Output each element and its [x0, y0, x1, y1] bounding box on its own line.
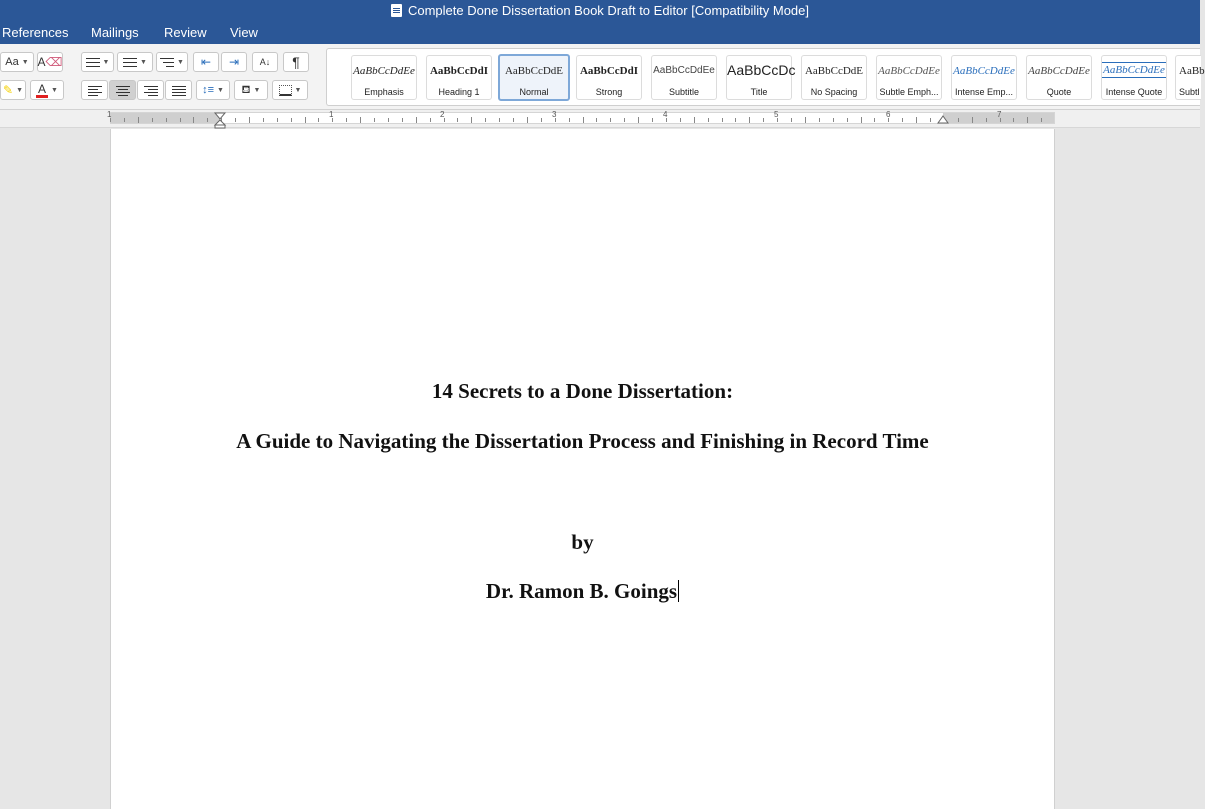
- show-formatting-button[interactable]: [283, 52, 309, 72]
- ruler-number: 4: [663, 110, 668, 119]
- align-center-icon: [116, 85, 130, 95]
- ruler-tick: [235, 118, 236, 122]
- ruler-tick: [541, 118, 542, 122]
- ruler-tick: [346, 118, 347, 122]
- tab-view[interactable]: View: [230, 25, 258, 40]
- document-author: Dr. Ramon B. Goings: [485, 579, 678, 603]
- ruler-tick: [972, 117, 973, 123]
- ruler-tick: [916, 117, 917, 123]
- ruler-tick: [680, 118, 681, 122]
- ruler-tick: [430, 118, 431, 122]
- ruler-tick: [457, 118, 458, 122]
- justify-button[interactable]: [165, 80, 192, 100]
- window-title-text: Complete Done Dissertation Book Draft to Editor [Compatibility Mode]: [407, 3, 809, 18]
- ruler-number: 3: [552, 110, 557, 119]
- style-sample: AaBbCcDdEe: [878, 65, 940, 77]
- right-indent-marker[interactable]: [937, 115, 949, 125]
- change-case-button[interactable]: Aa ▼: [0, 52, 34, 72]
- ruler-left-margin: [110, 113, 220, 123]
- ruler-tick: [833, 118, 834, 122]
- style-name: Intense Quote: [1105, 87, 1163, 97]
- tab-references[interactable]: References: [2, 25, 69, 40]
- ruler-number: 2: [440, 110, 445, 119]
- ruler-tick: [249, 117, 250, 123]
- style-emphasis[interactable]: [351, 55, 417, 100]
- ruler-number: 1: [107, 110, 112, 119]
- ruler-tick: [374, 118, 375, 122]
- ruler-tick: [708, 118, 709, 122]
- borders-button[interactable]: ▼: [272, 80, 308, 100]
- style-sample: AaBbCcDc: [727, 62, 796, 78]
- ruler-number: 6: [886, 110, 891, 119]
- line-spacing-icon: ↕≡: [202, 83, 214, 96]
- style-sample: AaBbCcDdEe: [353, 65, 415, 77]
- multilevel-list-icon: [160, 57, 174, 67]
- ruler-tick: [694, 117, 695, 123]
- ruler-tick: [360, 117, 361, 123]
- ruler-tick: [277, 118, 278, 122]
- ruler-tick: [318, 118, 319, 122]
- paint-bucket-icon: ⛾: [241, 83, 251, 96]
- ruler-tick: [388, 118, 389, 122]
- ruler-tick: [638, 117, 639, 123]
- ruler-tick: [1027, 117, 1028, 123]
- decrease-indent-icon: ⇤: [200, 55, 212, 69]
- ruler-tick: [874, 118, 875, 122]
- word-document-icon: [391, 4, 402, 17]
- style-name: Strong: [595, 87, 623, 97]
- ruler-tick: [152, 118, 153, 122]
- styles-gallery: [326, 48, 1205, 106]
- ruler-tick: [124, 118, 125, 122]
- ruler-tick: [735, 118, 736, 122]
- style-name: Subtl: [1179, 87, 1200, 97]
- ruler-tick: [513, 118, 514, 122]
- document-author-line: [111, 579, 1054, 604]
- increase-indent-icon: ⇥: [228, 55, 240, 69]
- font-color-icon: A: [38, 81, 47, 96]
- ruler-tick: [652, 118, 653, 122]
- ruler-tick: [583, 117, 584, 123]
- style-title[interactable]: [726, 55, 796, 100]
- bullets-button[interactable]: ▼: [81, 52, 114, 72]
- style-name: Subtitle: [668, 87, 700, 97]
- style-name: Subtle Emph...: [879, 87, 939, 97]
- ruler-tick: [499, 118, 500, 122]
- style-strong[interactable]: [576, 55, 642, 100]
- ruler-tick: [986, 118, 987, 122]
- pilcrow-icon: ¶: [292, 54, 300, 70]
- ruler-tick: [749, 117, 750, 123]
- indent-marker[interactable]: [214, 112, 226, 129]
- ruler-number: 1: [329, 110, 334, 119]
- ruler-tick: [207, 118, 208, 122]
- ruler-tick: [1013, 118, 1014, 122]
- highlight-color-button[interactable]: ✎ ▼: [0, 80, 26, 100]
- tab-mailings[interactable]: Mailings: [91, 25, 139, 40]
- style-sample: AaBbCcDdI: [429, 65, 489, 77]
- multilevel-list-button[interactable]: ▼: [156, 52, 188, 72]
- clear-formatting-button[interactable]: [37, 52, 63, 72]
- style-quote[interactable]: [1026, 55, 1092, 100]
- ruler-tick: [527, 117, 528, 123]
- increase-indent-button[interactable]: [221, 52, 247, 72]
- style-subtitle[interactable]: [651, 55, 717, 100]
- document-byline: by: [571, 530, 594, 554]
- align-left-icon: [88, 85, 102, 95]
- ruler-tick: [291, 118, 292, 122]
- ruler-tick: [263, 118, 264, 122]
- ruler-tick: [305, 117, 306, 123]
- style-name: Intense Emp...: [954, 87, 1014, 97]
- style-sample: AaBbCcDdI: [579, 65, 639, 77]
- style-sample: AaBbCcDdEe: [1028, 65, 1090, 77]
- ruler-tick: [166, 118, 167, 122]
- horizontal-ruler[interactable]: [0, 110, 1200, 128]
- align-right-button[interactable]: [137, 80, 164, 100]
- ruler-tick: [402, 118, 403, 122]
- highlighter-icon: ✎: [3, 83, 14, 97]
- ruler-tick: [416, 117, 417, 123]
- ruler-tick: [471, 117, 472, 123]
- align-right-icon: [144, 85, 158, 95]
- shading-button[interactable]: ⛾ ▼: [234, 80, 268, 100]
- align-center-button[interactable]: [109, 80, 136, 100]
- ruler-tick: [847, 118, 848, 122]
- ruler-tick: [485, 118, 486, 122]
- numbering-button[interactable]: ▼: [117, 52, 153, 72]
- ruler-tick: [819, 118, 820, 122]
- numbered-list-icon: [123, 57, 137, 67]
- document-canvas: [0, 129, 1200, 789]
- style-subtle-reference[interactable]: [1175, 55, 1205, 100]
- ruler-tick: [610, 118, 611, 122]
- style-heading-1[interactable]: [426, 55, 492, 100]
- style-sample: AaBbCcDdE: [804, 65, 864, 77]
- style-name: Normal: [519, 87, 549, 97]
- style-sample: AaBb: [1179, 65, 1205, 77]
- style-no-spacing[interactable]: [801, 55, 867, 100]
- style-normal[interactable]: [498, 54, 570, 101]
- ruler-number: 5: [774, 110, 779, 119]
- ruler-tick: [902, 118, 903, 122]
- line-spacing-button[interactable]: ↕≡ ▼: [196, 80, 230, 100]
- style-name: No Spacing: [810, 87, 858, 97]
- style-name: Heading 1: [438, 87, 480, 97]
- document-subtitle: A Guide to Navigating the Dissertation Process and Finishing in Record Time: [236, 429, 929, 453]
- window-title: [0, 0, 1200, 22]
- ruler-tick: [861, 117, 862, 123]
- borders-icon: [279, 85, 292, 96]
- ribbon-tab-bar: [0, 22, 1200, 44]
- align-left-button[interactable]: [81, 80, 108, 100]
- font-color-button[interactable]: A ▼: [30, 80, 64, 100]
- bullet-list-icon: [86, 57, 100, 67]
- decrease-indent-button[interactable]: [193, 52, 219, 72]
- title-bar: [0, 0, 1200, 22]
- ruler-tick: [722, 118, 723, 122]
- ruler-tick: [180, 118, 181, 122]
- style-name: Emphasis: [364, 87, 404, 97]
- document-page[interactable]: [110, 129, 1055, 809]
- sort-az-icon: A↓: [259, 56, 271, 67]
- style-sample: AaBbCcDdEe: [653, 65, 715, 76]
- tab-review[interactable]: Review: [164, 25, 207, 40]
- ruler-tick: [1041, 118, 1042, 122]
- ruler-tick: [763, 118, 764, 122]
- style-sample: AaBbCcDdEe: [953, 65, 1015, 77]
- clear-formatting-icon: A⌫: [37, 55, 63, 69]
- ruler-tick: [791, 118, 792, 122]
- style-sample: AaBbCcDdEe: [1103, 64, 1165, 76]
- ribbon-home: [0, 44, 1205, 110]
- ruler-tick: [624, 118, 625, 122]
- justify-icon: [172, 85, 186, 95]
- style-name: Title: [750, 87, 768, 97]
- ruler-tick: [138, 117, 139, 123]
- ruler-tick: [930, 118, 931, 122]
- style-name: Quote: [1046, 87, 1072, 97]
- style-intense-emphasis[interactable]: [951, 55, 1017, 100]
- ruler-tick: [569, 118, 570, 122]
- text-cursor: [678, 580, 679, 602]
- ruler-tick: [596, 118, 597, 122]
- ruler-number: 7: [997, 110, 1002, 119]
- document-title: 14 Secrets to a Done Dissertation:: [431, 379, 734, 403]
- sort-button[interactable]: [252, 52, 278, 72]
- style-sample: AaBbCcDdE: [504, 65, 564, 77]
- ruler-tick: [805, 117, 806, 123]
- style-intense-quote[interactable]: [1101, 55, 1167, 100]
- style-subtle-emphasis[interactable]: [876, 55, 942, 100]
- ruler-tick: [193, 117, 194, 123]
- ruler-tick: [958, 118, 959, 122]
